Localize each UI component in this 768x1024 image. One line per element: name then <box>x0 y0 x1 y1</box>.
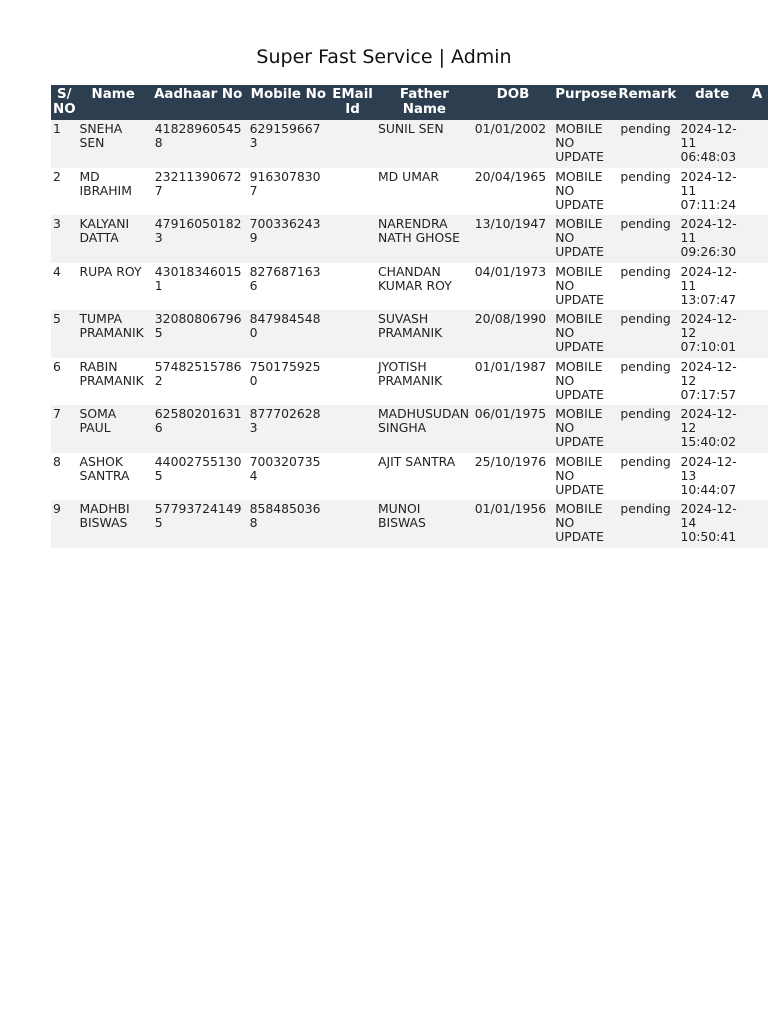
cell-remark: pending <box>616 453 674 501</box>
cell-aadhaar: 577937241495 <box>149 500 248 548</box>
header-remark: Remark <box>616 85 674 120</box>
cell-name: RABIN PRAMANIK <box>77 358 148 406</box>
cell-father-name: MADHUSUDAN SINGHA <box>376 405 473 453</box>
header-father-name: Father Name <box>376 85 473 120</box>
table-row <box>51 358 768 406</box>
cell-aadhaar: 320808067965 <box>149 310 248 358</box>
cell-email <box>329 500 376 548</box>
cell-aadhaar: 430183460151 <box>149 263 248 311</box>
records-table <box>51 85 768 548</box>
cell-mobile: 7501759250 <box>248 358 330 406</box>
cell-date: 2024-12-11 13:07:47 <box>674 263 749 311</box>
cell-dob: 06/01/1975 <box>473 405 553 453</box>
cell-sno: 3 <box>51 215 77 263</box>
cell-aadhaar: 479160501823 <box>149 215 248 263</box>
cell-dob: 01/01/1987 <box>473 358 553 406</box>
header-mobile: Mobile No <box>248 85 330 120</box>
table-header <box>51 85 768 120</box>
table-row <box>51 120 768 168</box>
cell-remark: pending <box>616 263 674 311</box>
header-name: Name <box>77 85 148 120</box>
cell-name: MD IBRAHIM <box>77 168 148 216</box>
cell-purpose: MOBILE NO UPDATE <box>553 215 616 263</box>
cell-mobile: 6291596673 <box>248 120 330 168</box>
cell-sno: 2 <box>51 168 77 216</box>
cell-dob: 04/01/1973 <box>473 263 553 311</box>
table-row <box>51 310 768 358</box>
cell-email <box>329 310 376 358</box>
cell-remark: pending <box>616 500 674 548</box>
cell-remark: pending <box>616 405 674 453</box>
cell-name: KALYANI DATTA <box>77 215 148 263</box>
cell-dob: 13/10/1947 <box>473 215 553 263</box>
cell-extra <box>750 168 768 216</box>
cell-extra <box>750 310 768 358</box>
cell-extra <box>750 263 768 311</box>
cell-mobile: 8276871636 <box>248 263 330 311</box>
cell-date: 2024-12-12 15:40:02 <box>674 405 749 453</box>
cell-aadhaar: 440027551305 <box>149 453 248 501</box>
cell-date: 2024-12-11 09:26:30 <box>674 215 749 263</box>
cell-remark: pending <box>616 358 674 406</box>
cell-email <box>329 453 376 501</box>
cell-dob: 01/01/2002 <box>473 120 553 168</box>
cell-name: TUMPA PRAMANIK <box>77 310 148 358</box>
cell-dob: 01/01/1956 <box>473 500 553 548</box>
records-table-container <box>51 85 768 548</box>
cell-extra <box>750 500 768 548</box>
cell-purpose: MOBILE NO UPDATE <box>553 120 616 168</box>
cell-mobile: 9163078307 <box>248 168 330 216</box>
cell-remark: pending <box>616 310 674 358</box>
cell-extra <box>750 215 768 263</box>
cell-sno: 1 <box>51 120 77 168</box>
cell-remark: pending <box>616 120 674 168</box>
header-sno: S/ NO <box>51 85 77 120</box>
cell-father-name: SUVASH PRAMANIK <box>376 310 473 358</box>
table-row <box>51 405 768 453</box>
cell-sno: 8 <box>51 453 77 501</box>
cell-name: RUPA ROY <box>77 263 148 311</box>
cell-name: SNEHA SEN <box>77 120 148 168</box>
cell-mobile: 8479845480 <box>248 310 330 358</box>
cell-purpose: MOBILE NO UPDATE <box>553 453 616 501</box>
cell-aadhaar: 232113906727 <box>149 168 248 216</box>
cell-mobile: 7003362439 <box>248 215 330 263</box>
page-title: Super Fast Service | Admin <box>256 46 512 68</box>
cell-aadhaar: 574825157862 <box>149 358 248 406</box>
table-row <box>51 168 768 216</box>
cell-email <box>329 405 376 453</box>
cell-extra <box>750 358 768 406</box>
cell-aadhaar: 625802016316 <box>149 405 248 453</box>
header-aadhaar: Aadhaar No <box>149 85 248 120</box>
cell-sno: 5 <box>51 310 77 358</box>
cell-mobile: 8777026283 <box>248 405 330 453</box>
header-purpose: Purpose <box>553 85 616 120</box>
cell-sno: 4 <box>51 263 77 311</box>
cell-father-name: MD UMAR <box>376 168 473 216</box>
cell-mobile: 7003207354 <box>248 453 330 501</box>
cell-sno: 9 <box>51 500 77 548</box>
cell-purpose: MOBILE NO UPDATE <box>553 405 616 453</box>
cell-father-name: JYOTISH PRAMANIK <box>376 358 473 406</box>
cell-father-name: SUNIL SEN <box>376 120 473 168</box>
table-row <box>51 453 768 501</box>
cell-father-name: CHANDAN KUMAR ROY <box>376 263 473 311</box>
cell-father-name: AJIT SANTRA <box>376 453 473 501</box>
cell-extra <box>750 120 768 168</box>
cell-email <box>329 263 376 311</box>
cell-remark: pending <box>616 215 674 263</box>
cell-sno: 6 <box>51 358 77 406</box>
table-row <box>51 500 768 548</box>
cell-dob: 20/08/1990 <box>473 310 553 358</box>
cell-date: 2024-12-11 07:11:24 <box>674 168 749 216</box>
cell-extra <box>750 453 768 501</box>
cell-purpose: MOBILE NO UPDATE <box>553 263 616 311</box>
cell-date: 2024-12-13 10:44:07 <box>674 453 749 501</box>
cell-name: ASHOK SANTRA <box>77 453 148 501</box>
cell-purpose: MOBILE NO UPDATE <box>553 310 616 358</box>
cell-purpose: MOBILE NO UPDATE <box>553 168 616 216</box>
cell-dob: 25/10/1976 <box>473 453 553 501</box>
cell-date: 2024-12-14 10:50:41 <box>674 500 749 548</box>
cell-father-name: NARENDRA NATH GHOSE <box>376 215 473 263</box>
cell-name: SOMA PAUL <box>77 405 148 453</box>
cell-extra <box>750 405 768 453</box>
cell-purpose: MOBILE NO UPDATE <box>553 358 616 406</box>
header-extra: A <box>750 85 768 120</box>
header-dob: DOB <box>473 85 553 120</box>
cell-remark: pending <box>616 168 674 216</box>
cell-date: 2024-12-12 07:17:57 <box>674 358 749 406</box>
table-body <box>51 120 768 548</box>
cell-dob: 20/04/1965 <box>473 168 553 216</box>
cell-sno: 7 <box>51 405 77 453</box>
cell-email <box>329 215 376 263</box>
cell-email <box>329 358 376 406</box>
cell-email <box>329 168 376 216</box>
header-date: date <box>674 85 749 120</box>
cell-date: 2024-12-12 07:10:01 <box>674 310 749 358</box>
cell-aadhaar: 418289605458 <box>149 120 248 168</box>
header-row <box>51 85 768 120</box>
cell-mobile: 8584850368 <box>248 500 330 548</box>
cell-father-name: MUNOI BISWAS <box>376 500 473 548</box>
cell-email <box>329 120 376 168</box>
table-row <box>51 263 768 311</box>
cell-date: 2024-12-11 06:48:03 <box>674 120 749 168</box>
cell-purpose: MOBILE NO UPDATE <box>553 500 616 548</box>
header-email: EMail Id <box>329 85 376 120</box>
cell-name: MADHBI BISWAS <box>77 500 148 548</box>
table-row <box>51 215 768 263</box>
